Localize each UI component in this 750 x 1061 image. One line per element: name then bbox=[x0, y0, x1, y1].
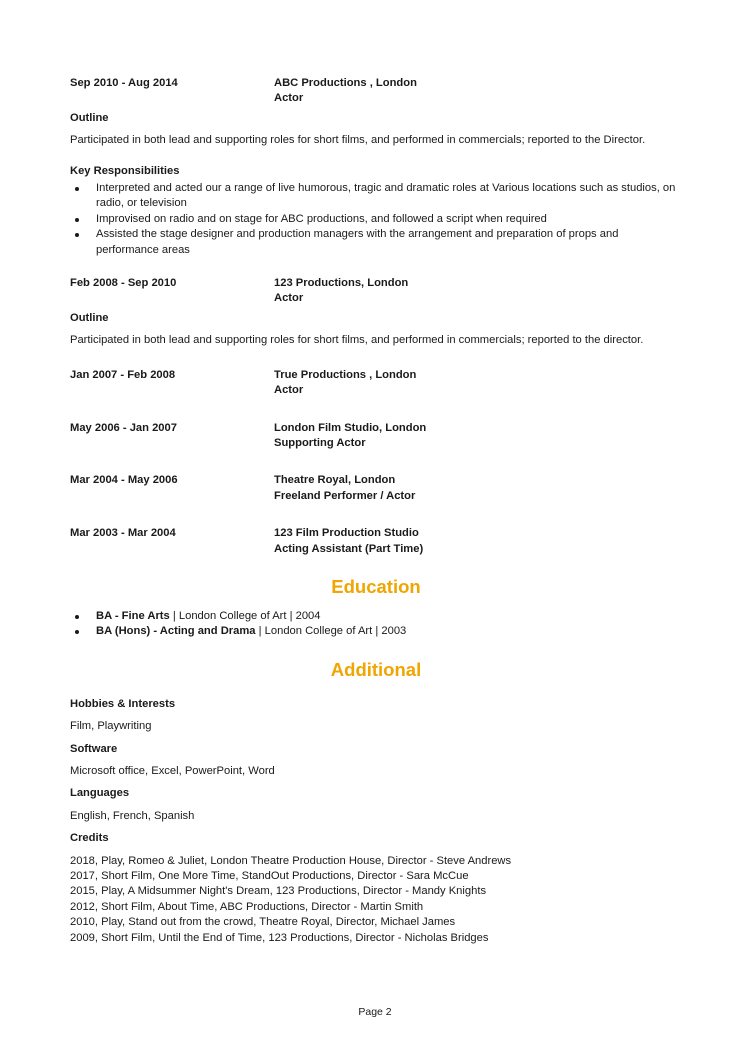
software-value: Microsoft office, Excel, PowerPoint, Word bbox=[70, 764, 275, 777]
outline-heading: Outline bbox=[70, 311, 109, 324]
page-number: Page 2 bbox=[358, 1006, 392, 1018]
job-role: Actor bbox=[274, 384, 304, 397]
job-company-role bbox=[274, 76, 417, 107]
hobbies-value: Film, Playwriting bbox=[70, 720, 152, 733]
additional-title: Additional bbox=[330, 658, 422, 680]
job-role: Actor bbox=[274, 92, 304, 105]
credit-line: 2009, Short Film, Until the End of Time, 123 Productions, Director - Nicholas Bridges bbox=[70, 931, 489, 944]
job-header bbox=[70, 421, 682, 452]
job-company-role bbox=[274, 421, 426, 452]
credit-line: 2012, Short Film, About Time, ABC Productions, Director - Martin Smith bbox=[70, 900, 424, 913]
job-company: ABC Productions , London bbox=[274, 77, 417, 89]
list-item: Assisted the stage designer and production managers with the arrangement and preparation of props and performance areas bbox=[70, 227, 682, 258]
degree-detail: | London College of Art | 2004 bbox=[169, 609, 321, 622]
list-item bbox=[70, 609, 682, 624]
job-company-role bbox=[274, 276, 408, 307]
job-header bbox=[70, 76, 682, 107]
degree-name: BA - Fine Arts bbox=[96, 609, 170, 622]
job-company: 123 Productions, London bbox=[274, 277, 409, 290]
job-company-role bbox=[274, 526, 423, 557]
job-company: True Productions , London bbox=[274, 368, 417, 381]
job-header bbox=[70, 526, 682, 557]
job-entry bbox=[70, 526, 682, 557]
job-dates: May 2006 - Jan 2007 bbox=[70, 421, 177, 434]
job-role: Supporting Actor bbox=[274, 436, 366, 449]
job-company: 123 Film Production Studio bbox=[274, 527, 419, 540]
responsibilities-list bbox=[70, 181, 682, 258]
outline-heading: Outline bbox=[70, 111, 109, 124]
job-company: Theatre Royal, London bbox=[274, 474, 396, 487]
outline-text: Participated in both lead and supporting roles for short films, and performed in commercials; reported to the Director. bbox=[70, 134, 646, 147]
job-header bbox=[70, 368, 682, 399]
job-dates: Feb 2008 - Sep 2010 bbox=[70, 277, 177, 290]
credit-line: 2015, Play, A Midsummer Night's Dream, 123 Productions, Director - Mandy Knights bbox=[70, 885, 487, 898]
job-entry bbox=[70, 276, 682, 349]
job-company-role bbox=[274, 368, 416, 399]
job-entry bbox=[70, 368, 682, 399]
job-role: Actor bbox=[274, 292, 304, 305]
credit-line: 2017, Short Film, One More Time, StandOut Productions, Director - Sara McCue bbox=[70, 870, 469, 882]
list-item bbox=[70, 624, 682, 639]
languages-value: English, French, Spanish bbox=[70, 809, 195, 822]
page-content bbox=[70, 76, 682, 946]
job-header bbox=[70, 473, 682, 504]
software-heading: Software bbox=[70, 742, 118, 755]
job-role: Freeland Performer / Actor bbox=[274, 489, 416, 502]
job-company: London Film Studio, London bbox=[274, 421, 427, 434]
degree-name: BA (Hons) - Acting and Drama bbox=[96, 625, 256, 638]
credits-list bbox=[70, 854, 682, 946]
education-title: Education bbox=[331, 575, 421, 597]
job-dates: Jan 2007 - Feb 2008 bbox=[70, 368, 176, 381]
credits-heading: Credits bbox=[70, 832, 109, 845]
job-entry bbox=[70, 421, 682, 452]
job-dates: Sep 2010 - Aug 2014 bbox=[70, 77, 178, 89]
job-header bbox=[70, 276, 682, 307]
degree-detail: | London College of Art | 2003 bbox=[255, 625, 407, 638]
credit-line: 2018, Play, Romeo & Juliet, London Theatre Production House, Director - Steve Andrews bbox=[70, 854, 512, 867]
hobbies-heading: Hobbies & Interests bbox=[70, 697, 176, 710]
job-dates: Mar 2003 - Mar 2004 bbox=[70, 527, 176, 540]
responsibilities-heading: Key Responsibilities bbox=[70, 164, 180, 177]
education-list bbox=[70, 609, 682, 640]
outline-text: Participated in both lead and supporting roles for short films, and performed in commercials; reported to the director. bbox=[70, 334, 644, 347]
languages-heading: Languages bbox=[70, 787, 130, 800]
credit-line: 2010, Play, Stand out from the crowd, Theatre Royal, Director, Michael James bbox=[70, 916, 456, 929]
job-dates: Mar 2004 - May 2006 bbox=[70, 474, 178, 487]
job-entry bbox=[70, 76, 682, 258]
job-role: Acting Assistant (Part Time) bbox=[274, 542, 424, 555]
job-company-role bbox=[274, 473, 415, 504]
list-item: Interpreted and acted our a range of live humorous, tragic and dramatic roles at Various locations such as studios, on radio, or television bbox=[70, 181, 682, 212]
list-item: Improvised on radio and on stage for ABC productions, and followed a script when required bbox=[70, 212, 682, 227]
job-entry bbox=[70, 473, 682, 504]
